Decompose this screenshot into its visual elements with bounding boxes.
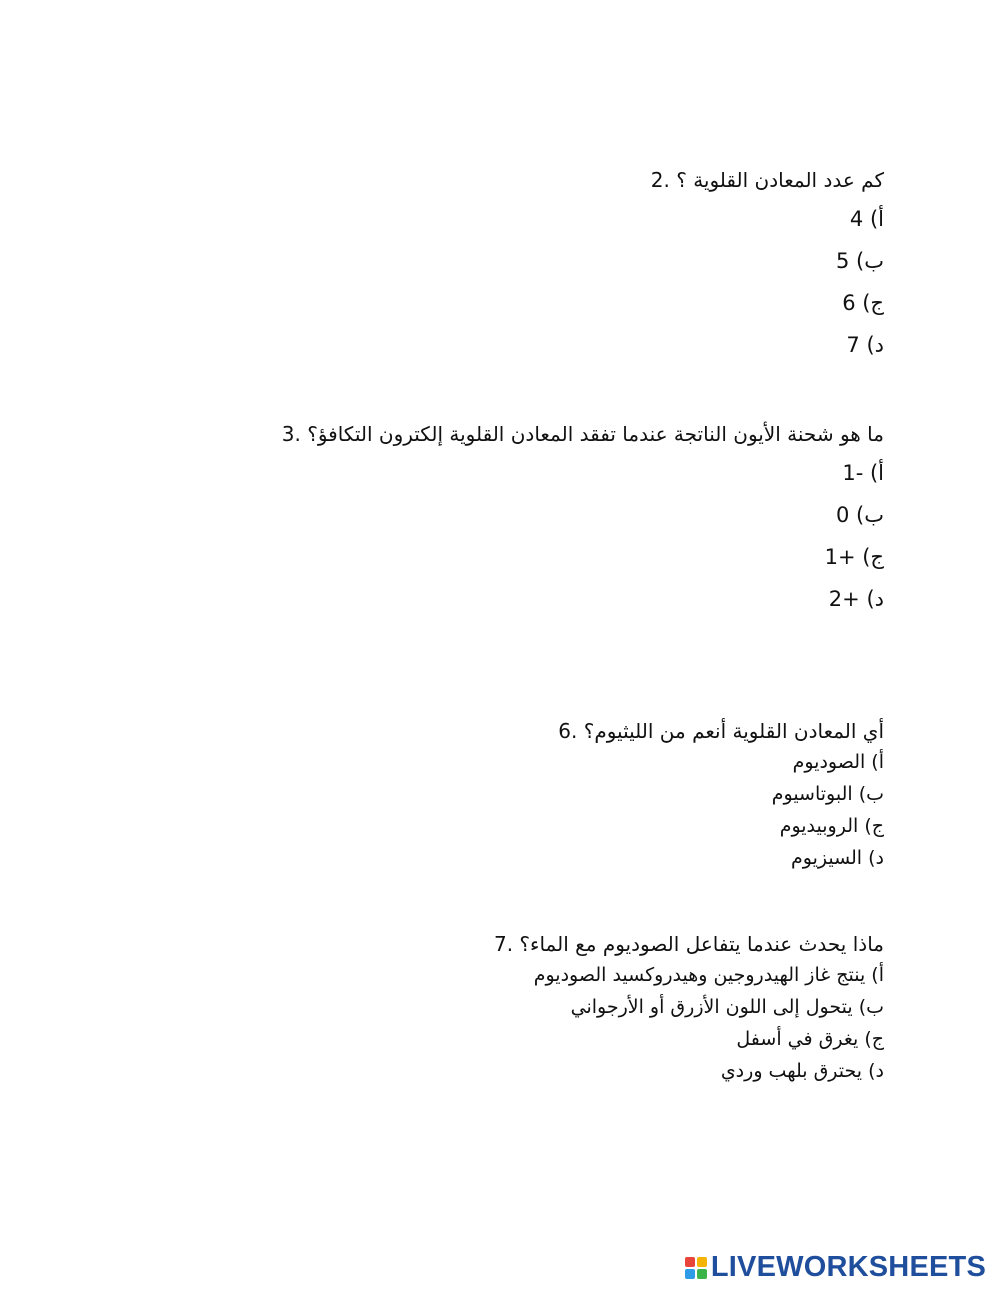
- question-title: ما هو شحنة الأيون الناتجة عندما تفقد المعادن القلوية إلكترون التكافؤ؟ .3: [281, 422, 884, 446]
- options-list: [651, 198, 884, 366]
- question-title: أي المعادن القلوية أنعم من الليثيوم؟ .6: [558, 719, 884, 743]
- options-list: [494, 959, 884, 1087]
- question-3: [282, 420, 884, 620]
- option-d[interactable]: د) السيزيوم: [790, 847, 884, 869]
- option-c[interactable]: ج) +1: [824, 545, 884, 569]
- option-d[interactable]: د) +2: [828, 587, 884, 611]
- option-b[interactable]: ب) البوتاسيوم: [771, 783, 884, 805]
- liveworksheets-logo: [685, 1251, 986, 1284]
- option-b[interactable]: ب) يتحول إلى اللون الأزرق أو الأرجواني: [570, 996, 884, 1018]
- logo-square-icon: [685, 1257, 695, 1267]
- option-c[interactable]: ج) يغرق في أسفل: [736, 1028, 884, 1050]
- logo-text: LIVEWORKSHEETS: [710, 1251, 986, 1283]
- option-b[interactable]: ب) 0: [835, 503, 884, 527]
- option-d[interactable]: د) يحترق بلهب وردي: [720, 1060, 884, 1082]
- logo-square-icon: [697, 1269, 707, 1279]
- question-7: [494, 930, 884, 1087]
- logo-square-icon: [685, 1269, 695, 1279]
- option-c[interactable]: ج) 6: [842, 291, 884, 315]
- question-6: [558, 717, 884, 874]
- option-b[interactable]: ب) 5: [835, 249, 884, 273]
- options-list: [282, 452, 884, 620]
- option-a[interactable]: أ) ينتج غاز الهيدروجين وهيدروكسيد الصوديوم: [533, 964, 884, 986]
- option-a[interactable]: أ) الصوديوم: [792, 751, 884, 773]
- option-a[interactable]: أ) -1: [842, 461, 884, 485]
- logo-square-icon: [697, 1257, 707, 1267]
- question-title: ماذا يحدث عندما يتفاعل الصوديوم مع الماء؟ .7: [493, 932, 884, 956]
- option-a[interactable]: أ) 4: [849, 207, 884, 231]
- question-title: كم عدد المعادن القلوية ؟ .2: [650, 168, 884, 192]
- logo-mark-icon: [685, 1257, 707, 1279]
- option-d[interactable]: د) 7: [846, 333, 884, 357]
- question-2: [651, 166, 884, 366]
- option-c[interactable]: ج) الروبيديوم: [779, 815, 884, 837]
- options-list: [558, 746, 884, 874]
